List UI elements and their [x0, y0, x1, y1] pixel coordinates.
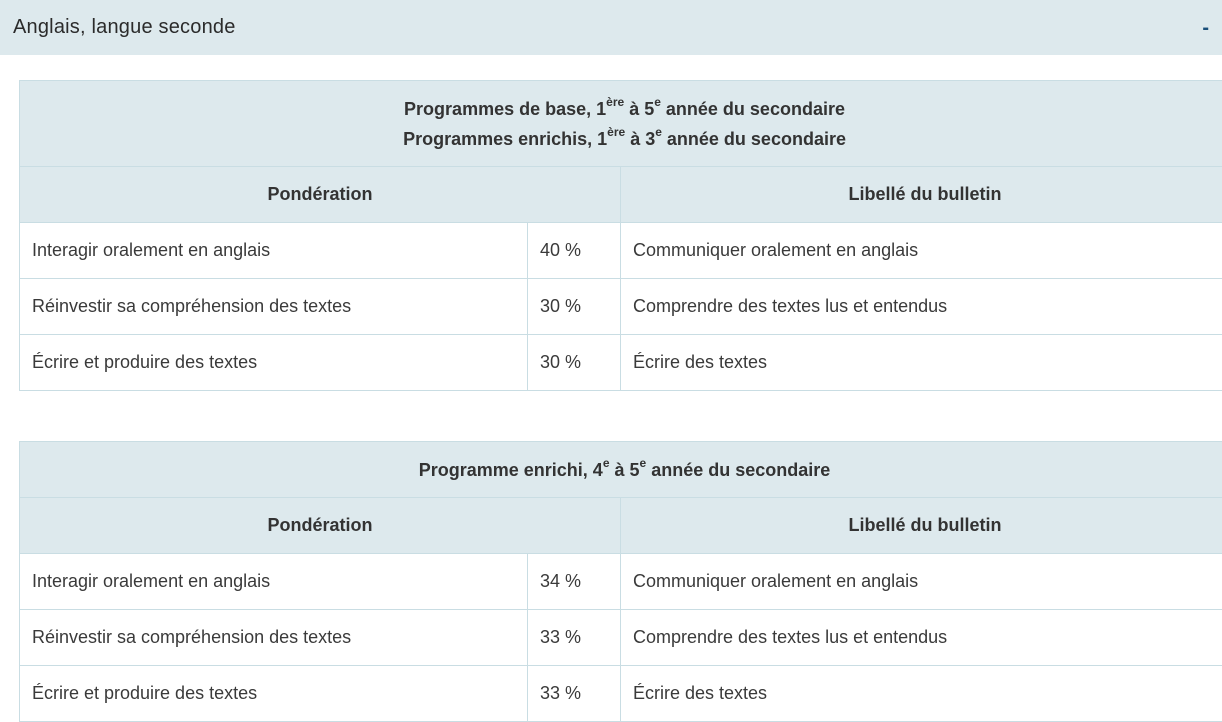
- column-header-weighting: Pondération: [20, 498, 621, 554]
- competency-cell: Écrire et produire des textes: [20, 666, 528, 722]
- table-row: [20, 335, 1222, 391]
- report-label-cell: Comprendre des textes lus et entendus: [621, 279, 1222, 335]
- table-row: [20, 279, 1222, 335]
- table-caption: [20, 81, 1222, 167]
- column-header-report-label: Libellé du bulletin: [621, 498, 1222, 554]
- table-caption: [20, 442, 1222, 498]
- column-header-report-label: Libellé du bulletin: [621, 167, 1222, 223]
- report-label-cell: Comprendre des textes lus et entendus: [621, 610, 1222, 666]
- caption-line: Programmes enrichis, 1ère à 3e année du secondaire: [21, 124, 1222, 154]
- report-label-cell: Communiquer oralement en anglais: [621, 223, 1222, 279]
- accordion-header[interactable]: [0, 0, 1222, 55]
- section-title: Anglais, langue seconde: [13, 16, 236, 39]
- weight-cell: 40 %: [528, 223, 621, 279]
- weight-cell: 34 %: [528, 554, 621, 610]
- weighting-table-enriched: [19, 441, 1222, 722]
- competency-cell: Réinvestir sa compréhension des textes: [20, 610, 528, 666]
- caption-line: Programme enrichi, 4e à 5e année du secondaire: [21, 455, 1222, 485]
- report-label-cell: Écrire des textes: [621, 666, 1222, 722]
- weight-cell: 33 %: [528, 610, 621, 666]
- weight-cell: 33 %: [528, 666, 621, 722]
- weighting-table-base: [19, 80, 1222, 391]
- competency-cell: Interagir oralement en anglais: [20, 554, 528, 610]
- column-header-weighting: Pondération: [20, 167, 621, 223]
- competency-cell: Réinvestir sa compréhension des textes: [20, 279, 528, 335]
- collapse-icon[interactable]: -: [1189, 18, 1209, 38]
- competency-cell: Interagir oralement en anglais: [20, 223, 528, 279]
- competency-cell: Écrire et produire des textes: [20, 335, 528, 391]
- report-label-cell: Communiquer oralement en anglais: [621, 554, 1222, 610]
- weight-cell: 30 %: [528, 279, 621, 335]
- table-row: [20, 610, 1222, 666]
- table-row: [20, 223, 1222, 279]
- weight-cell: 30 %: [528, 335, 621, 391]
- caption-line: Programmes de base, 1ère à 5e année du secondaire: [21, 94, 1222, 124]
- table-row: [20, 666, 1222, 722]
- table-row: [20, 554, 1222, 610]
- report-label-cell: Écrire des textes: [621, 335, 1222, 391]
